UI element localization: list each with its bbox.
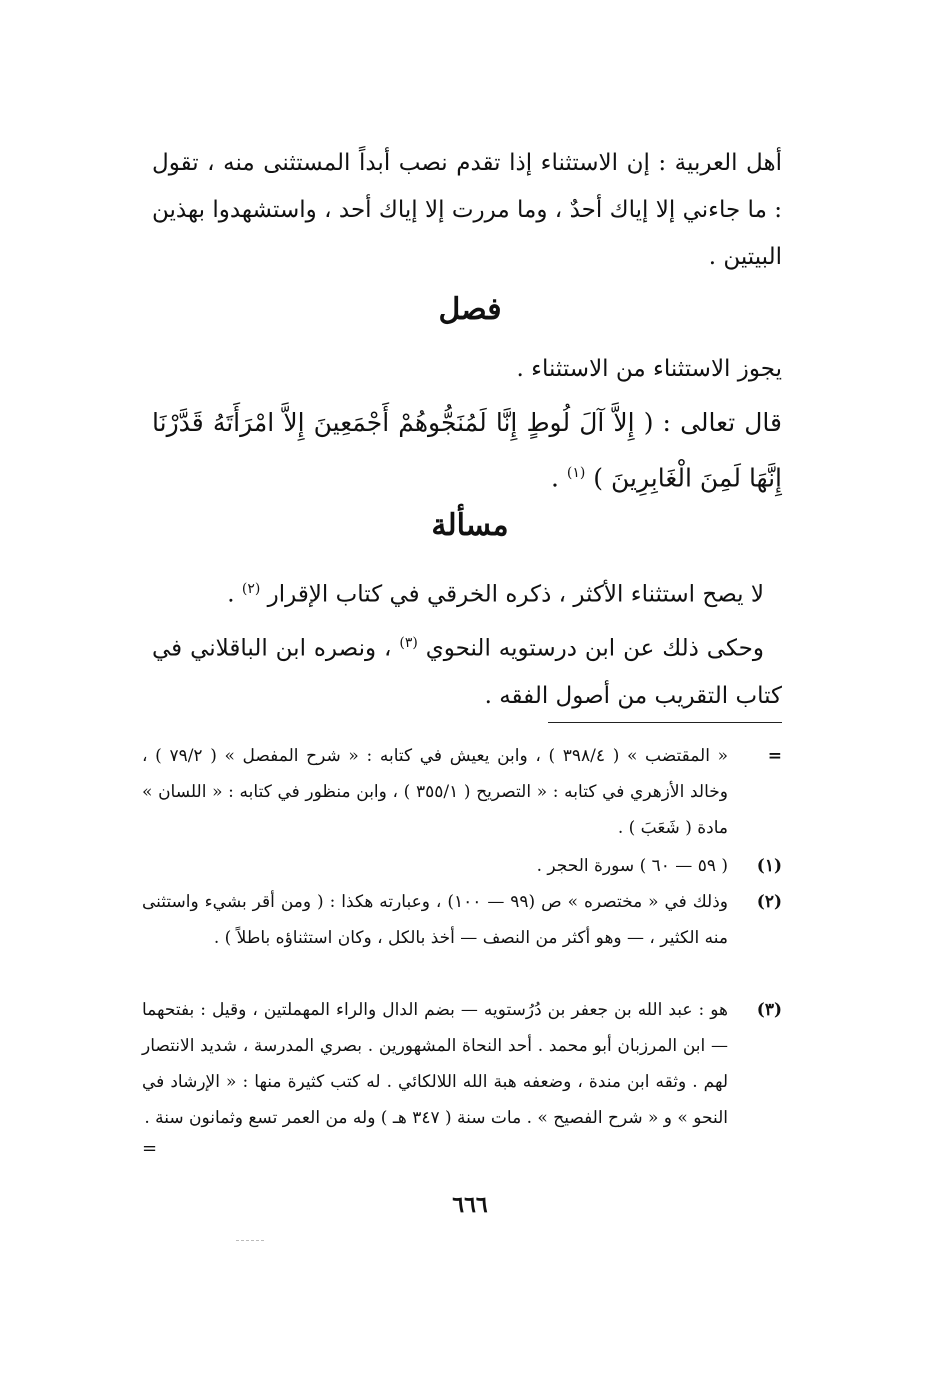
quran-verse: ( إِلاَّ آلَ لُوطٍ إِنَّا لَمُنَجُّوهُمْ أَجْمَعِينَ إِلاَّ امْرَأَتَهُ قَدَّرْنَا إِنَّهَا لَمِنَ الْغَابِرِينَ ) <box>152 408 782 493</box>
section2-paragraph1-block <box>152 566 782 619</box>
section2-paragraph2-b: ، ونصره ابن الباقلاني في كتاب التقريب من أصول الفقه . <box>152 635 782 709</box>
section2-paragraph2-block <box>152 620 782 720</box>
section2-paragraph1-text: لا يصح استثناء الأكثر ، ذكره الخرقي في كتاب الإقرار <box>267 581 764 608</box>
section2-paragraph2 <box>152 620 782 720</box>
quran-end: . <box>550 463 567 493</box>
footnote-ref-1[interactable]: (١) <box>566 465 586 481</box>
section-heading-fasl: فصل <box>438 292 502 327</box>
footnote-ref-2[interactable]: (٢) <box>241 581 261 597</box>
section1-paragraph1-block <box>152 346 782 393</box>
page-number: ٦٦٦ <box>452 1192 488 1218</box>
footnote-ref-3[interactable]: (٣) <box>399 635 418 651</box>
footnote-2 <box>142 884 782 956</box>
footnote-separator <box>548 722 782 723</box>
section2-paragraph1 <box>152 566 782 619</box>
footnote-2-text: وذلك في « مختصره » ص (٩٩ — ١٠٠) ، وعبارته هكذا : ( ومن أقر بشيء واستثنى منه الكثير ، — وهو أكثر من النصف — أخذ بالكل ، وكان استثناؤه باطلاً ) . <box>142 892 728 948</box>
section-heading-masala: مسألة <box>431 508 509 543</box>
footnote-continuation-mark: = <box>767 746 782 766</box>
footnote-1 <box>142 848 782 884</box>
scan-smudge <box>236 1240 264 1241</box>
quran-citation-paragraph <box>152 398 782 503</box>
footnote-continuation-text: « المقتضب » ( ٣٩٨/٤ ) ، وابن يعيش في كتابه : « شرح المفصل » ( ٧٩/٢ ) ، وخالد الأزهري في كتابه : « التصريح ( ٣٥٥/١ ) ، وابن منظور في كتابه : « اللسان » مادة ( شَعَبَ ) . <box>142 746 728 838</box>
section1-paragraph1: يجوز الاستثناء من الاستثناء . <box>516 356 782 382</box>
footnote-3-number: (٣) <box>756 1000 782 1020</box>
intro-paragraph-block <box>152 140 782 281</box>
section1-quran-block <box>152 398 782 503</box>
intro-paragraph: أهل العربية : إن الاستثناء إذا تقدم نصب أبداً المستثنى منه ، تقول : ما جاءني إلا إياك أحدٌ ، وما مررت إلا إياك أحد ، واستشهدوا بهذين البيتين . <box>152 150 782 270</box>
footnote-3-text: هو : عبد الله بن جعفر بن دُرُستويه — بضم الدال والراء المهملتين ، وقيل : بفتحهما — ابن المرزبان أبو محمد . أحد النحاة المشهورين . بصري المدرسة ، شديد الانتصار لهم . وثقه ابن مندة ، وضعفه هبة الله اللالكائي . له كتب كثيرة منها : « الإرشاد في النحو » و « شرح الفصيح » . مات سنة ( ٣٤٧ هـ ) وله من العمر تسع وثمانون سنة . <box>142 1000 728 1128</box>
footnote-2-number: (٢) <box>756 892 782 912</box>
footnote-continuation <box>142 738 782 846</box>
footnote-next-page-mark: = <box>142 1138 158 1159</box>
quran-lead: قال تعالى : <box>653 408 782 437</box>
footnote-1-number: (١) <box>756 856 782 876</box>
footnote-3 <box>142 992 782 1136</box>
section2-paragraph2-a: وحكى ذلك عن ابن درستويه النحوي <box>425 635 765 662</box>
section2-paragraph1-end: . <box>227 581 242 608</box>
footnote-1-text: ( ٥٩ — ٦٠ ) سورة الحجر . <box>536 856 728 876</box>
